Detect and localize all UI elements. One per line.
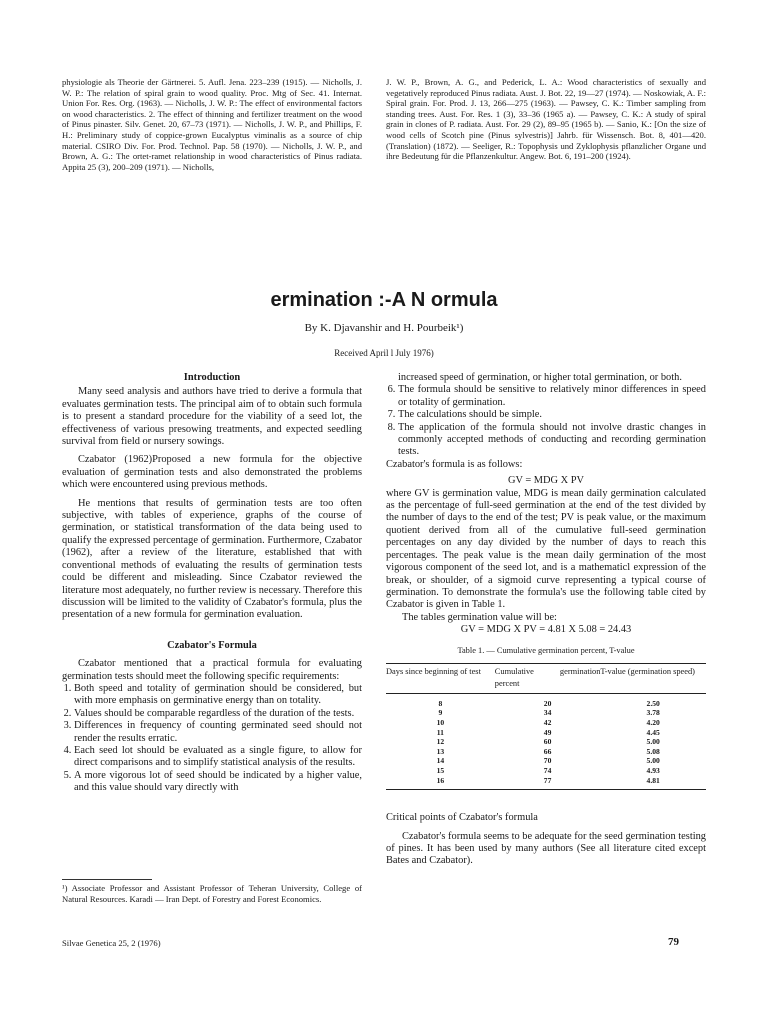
table-cell: 4.81 [646,775,660,785]
references-right [386,77,706,162]
table-cell: 42 [543,717,552,727]
article-title: ermination :-A N ormula [270,289,498,311]
footnote-rule [62,879,152,880]
paragraph: Czabator mentioned that a practical formula for evaluating germination tests should meet the following specific requirements: [62,658,362,682]
list-item: 5. A more vigorous lot of seed should be indicated by a higher value, and this value should vary directly with [74,770,362,795]
list-item: 6. The formula should be sensitive to relatively minor differences in speed or totality of germination. [398,384,706,409]
table-cell: 4.93 [646,765,660,775]
references-left [62,77,362,172]
list-item: 8. The application of the formula should not involve drastic changes in commonly accepted methods of conducting and recording germination tests. [398,422,706,459]
table-cell: 11 [436,727,444,737]
table-cell: 77 [543,775,552,785]
table-row [386,728,706,738]
requirements-list-cont [386,384,706,458]
journal-citation: Silvae Genetica 25, 2 (1976) [62,938,161,948]
table-cell: 60 [543,737,552,747]
table-cell: 5.00 [646,756,660,766]
table-cell: 16 [436,775,445,785]
list-item: 1. Both speed and totality of germination should be considered, but with more emphasis on germinative energy than on totality. [74,683,362,708]
paragraph: He mentions that results of germination tests are too often subjective, with tables of experience, graphs of the course of germination, or statistical transformation of the data being used to qualify the expressed percentage of germination. Furthermore, Czabator (1962), after a review of the literature, established that with conventional methods of evaluating the results of germination tests could be different and misleading. Since Czabator reviewed the literature most adequately, no further review is necessary. Therefore this discussion will be limited to the validity of Czabator's formula, plus the presentation of a new formula for germination evaluation. [62,497,362,621]
footnote: ¹) Associate Professor and Assistant Professor of Teheran University, College of Natural Resources. Karadi — Iran Dept. of Forestry and Forest Economics. [62,883,362,904]
table-row [386,708,706,718]
table-header-row [386,663,706,693]
table-cell: 4.20 [646,717,660,727]
germination-table [386,663,706,790]
table-caption: Table 1. — Cumulative germination percent, T-value [457,645,635,655]
table-row [386,747,706,757]
table-cell: 34 [543,708,552,718]
received-date: Received April l July 1976) [334,348,434,358]
table-cell: 2.50 [646,698,660,708]
table-cell: 9 [438,708,443,718]
list-continuation: increased speed of germination, or higher total germination, or both. [398,372,682,383]
byline: By K. Djavanshir and H. Pourbeik¹) [304,322,464,334]
table-cell: 13 [436,746,445,756]
table-row [386,737,706,747]
paragraph: The tables germination value will be: [402,611,557,623]
table-cell: 10 [436,717,445,727]
list-item: 4. Each seed lot should be evaluated as a single figure, to allow for direct comparisons and to simplify statistical analysis of the results. [74,745,362,770]
table-cell: 4.45 [646,727,660,737]
paragraph: Czabator (1962)Proposed a new formula for the objective evaluation of germination tests and also demonstrated the problems which were encountered using previous methods. [62,454,362,491]
requirements-list [62,683,362,795]
table-cell: 14 [436,756,445,766]
table-cell: 8 [438,698,443,708]
table-row [386,776,706,790]
table-row [386,766,706,776]
table-cell: 49 [543,727,552,737]
table-cell: 15 [436,765,445,775]
table-cell: 66 [543,746,552,756]
table-cell: 70 [543,756,552,766]
left-column [62,372,362,795]
references-left-text: physiologie als Theorie der Gärtnerei. 5. Aufl. Jena. 223–239 (1915). — Nicholls, J. W. P.: The relation of spiral grain to wood quality. Proc. Mtg of Sec. 41. Internat. Union For. Res. Org. (1963). — Nicholls, J. W. P.: The effect of environmental factors on wood characteristics. 2. The effect of thinning and fertilizer treatment on the wood of Pinus pinaster. Silv. Genet. 20, 67–73 (1971). — Nicholls, J. W. P., and Phillips, F. H.: Preliminary study of coppice-grown Eucalyptus viminalis as a source of chip material. CSIRO Div. For. Prod. Technol. Pap. 58 (1970). — Nicholls, J. W. P., and Brown, A. G.: The ortet-ramet relationship in wood characteristics of Pinus radiata. Appita 25 (3), 200–209 (1971). — Nicholls, [62,77,362,172]
right-column [386,372,706,868]
table-header: Days since beginning of test [386,663,495,693]
table-row [386,718,706,728]
heading-introduction: Introduction [183,372,241,383]
references-right-text: J. W. P., Brown, A. G., and Pederick, L. A.: Wood characteristics of sexually and vegetatively reproduced Pinus radiata. Aust. J. Bot. 22, 19—27 (1974). — Noskowiak, A. F.: Spiral grain. For. Prod. J. 13, 266—275 (1963). — Pawsey, C. K.: Timber sampling from standing trees. Aust. For. Res. 1 (3), 33–36 (1965 a). — Pawsey, C. K.: A study of spiral grain in clones of P. radiata. Aust. For. 29 (2), 89–95 (1965 b). — Sanio, K.: [On the size of wood cells of Scotch pine (Pinus sylvestris)] Jahrb. für Wissensch. Bot. 8, 401—420. (Translation) (1872). — Seeliger, R.: Topophysis und Zyklophysis pflanzlicher Organe und ihre Bedeutung für die Pflanzenkultur. Angew. Bot. 6, 191–200 (1924). [386,77,706,162]
paragraph: Czabator's formula seems to be adequate for the seed germination testing of pines. It has been used by many authors (See all literature cited except Bates and Czabator). [386,830,706,867]
paragraph: where GV is germination value, MDG is mean daily germination calculated as the percentage of full-seed germination at the end of the test divided by the number of days to the end of the test; PV is peak value, or the maximum quotient derived from all of the cumulative full-seed germination percentages on any day divided by the number of days to reach this percentages. The peak value is the mean daily germination of the most vigorous component of the seed lot, and is a mathematicl expression of the break, or shoulder, of a sigmoid curve representing a typical course of germination. To demonstrate the formula's use the following table cited by Czabator is given in Table 1. [386,487,706,611]
table-cell: 12 [436,737,445,747]
table-cell: 3.78 [646,708,660,718]
table-header: Cumulative germination percent [495,663,601,693]
table-cell: 74 [543,765,552,775]
page-number: 79 [668,936,679,948]
table-cell: 5.08 [646,746,660,756]
table-row [386,693,706,708]
list-item: 2. Values should be comparable regardless of the duration of the tests. [74,708,362,720]
table-row [386,756,706,766]
heading-czabator-formula: Czabator's Formula [167,639,257,651]
list-item: 7. The calculations should be simple. [398,409,706,421]
table-cell: 20 [543,698,552,708]
list-item: 3. Differences in frequency of counting germinated seed should not render the results erratic. [74,720,362,745]
formula-result: GV = MDG X PV = 4.81 X 5.08 = 24.43 [460,624,632,636]
subheading-critical-points: Critical points of Czabator's formula [386,812,538,824]
table-header: T-value (germination speed) [600,663,706,693]
formula: GV = MDG X PV [507,475,585,487]
formula-intro: Czabator's formula is as follows: [386,458,523,470]
paragraph: Many seed analysis and authors have tried to derive a formula that evaluates germination tests. The principal aim of to obtain such formula is to present a standard procedure for the viability of a seed lot, the effectiveness of various presowing treatments, and expected seedling survival from field or nursery sowings. [62,386,362,448]
table-cell: 5.00 [646,737,660,747]
